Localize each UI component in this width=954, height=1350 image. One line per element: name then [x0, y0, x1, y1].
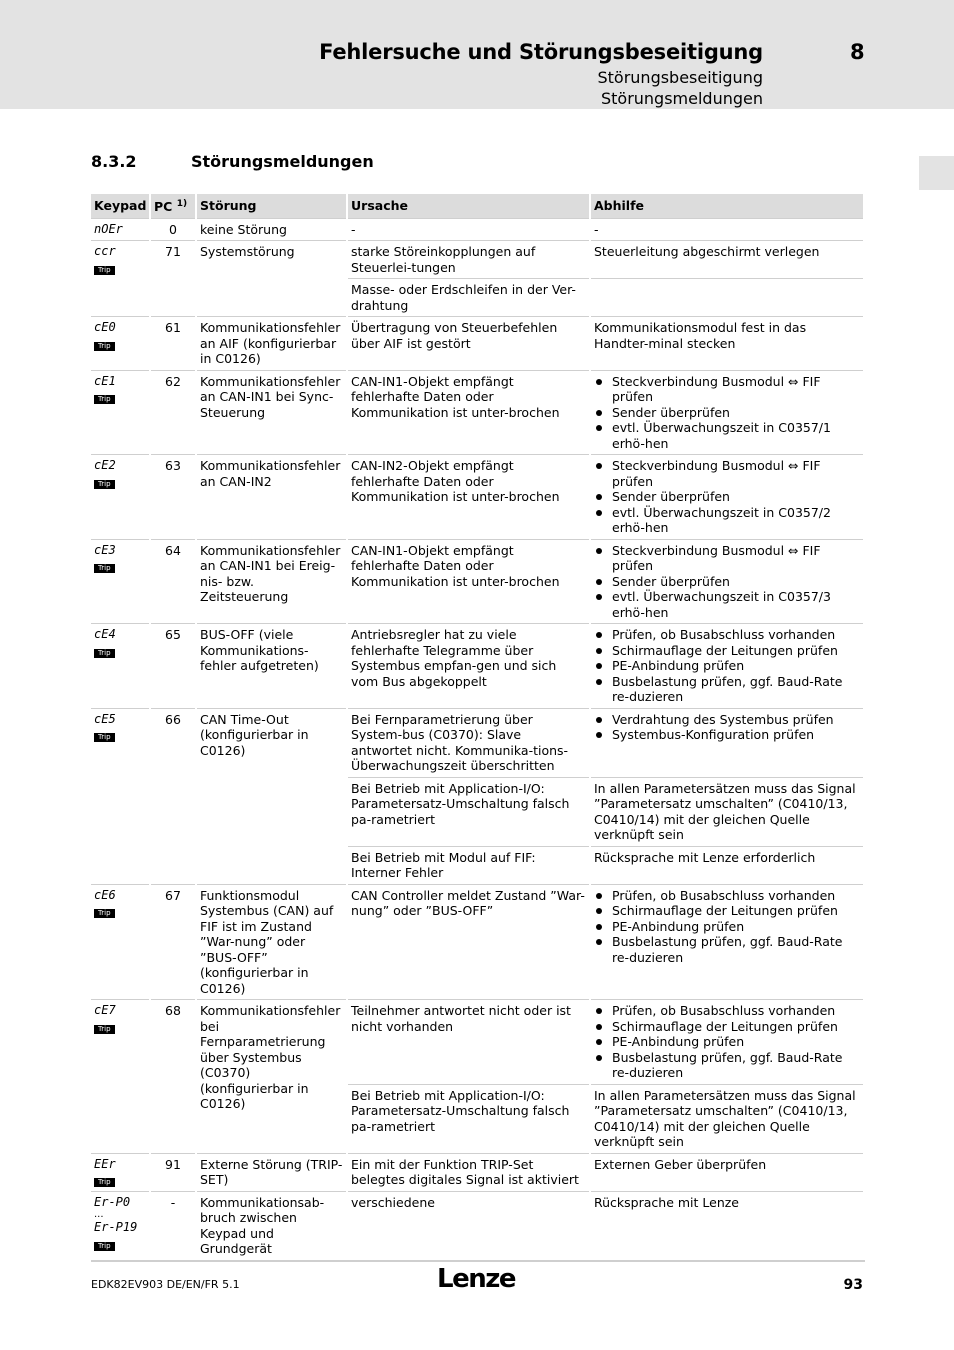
keypad-code: Er-P0 [94, 1194, 131, 1209]
trip-badge: Trip [94, 342, 115, 351]
remedy-text: Kommunikationsmodul fest in das Handter-minal stecken [594, 320, 807, 351]
cause-text: Bei Betrieb mit Application-I/O: Parametersatz-Umschaltung falsch pa-rametriert [351, 780, 570, 827]
cell-ursache [347, 455, 590, 540]
cell-abhilfe [590, 539, 864, 624]
cell-abhilfe [590, 1000, 864, 1085]
cell-ursache [347, 1191, 590, 1261]
pc-code: 63 [165, 458, 181, 474]
fault-text: Kommunikationsfehler an AIF (konfigurierbar in C0126) [200, 320, 341, 367]
trip-badge: Trip [94, 649, 115, 658]
pc-code: 0 [169, 221, 177, 237]
remedy-item: Sender überprüfen [594, 489, 860, 505]
cell-abhilfe [590, 1084, 864, 1153]
table-row [91, 1153, 864, 1191]
keypad-code: cE3 [94, 542, 116, 557]
pc-code: 91 [165, 1156, 181, 1172]
fault-text: Kommunikationsab-bruch zwischen Keypad und Grundgerät [200, 1194, 325, 1257]
col-header-keypad: Keypad [91, 194, 150, 218]
cell-pc [150, 241, 196, 317]
fault-text: BUS-OFF (viele Kommunikations-fehler aufgetreten) [200, 627, 319, 674]
remedy-list [594, 374, 860, 452]
cause-text: Ein mit der Funktion TRIP-Set belegtes digitales Signal ist aktiviert [351, 1156, 579, 1188]
cell-pc [150, 1000, 196, 1154]
cell-ursache [347, 279, 590, 317]
header-subtitle-2: Störungsmeldungen [600, 89, 763, 108]
cause-text: - [351, 221, 356, 237]
remedy-text: Externen Geber überprüfen [594, 1156, 767, 1172]
cell-abhilfe [590, 884, 864, 1000]
trip-badge: Trip [94, 564, 115, 573]
page-number: 93 [843, 1277, 863, 1293]
cell-ursache [347, 1084, 590, 1153]
keypad-code: cE0 [94, 320, 116, 335]
cell-ursache [347, 218, 590, 241]
fault-text: Kommunikationsfehler an CAN-IN1 bei Sync-Steuerung [200, 373, 341, 420]
cell-abhilfe [590, 241, 864, 279]
chapter-number: 8 [850, 40, 865, 64]
remedy-list [594, 458, 860, 536]
keypad-code: cE5 [94, 711, 116, 726]
table-row [91, 370, 864, 455]
cell-keypad [91, 455, 150, 540]
cell-stoerung [196, 539, 347, 624]
cause-text: CAN-IN2-Objekt empfängt fehlerhafte Daten oder Kommunikation ist unter-brochen [351, 458, 560, 505]
cause-text: Teilnehmer antwortet nicht oder ist nicht vorhanden [351, 1003, 571, 1034]
pc-code: 65 [165, 627, 181, 643]
remedy-list [594, 1003, 860, 1081]
cell-pc [150, 624, 196, 709]
remedy-item: Schirmauflage der Leitungen prüfen [594, 903, 860, 919]
fault-text: Kommunikationsfehler an CAN-IN1 bei Ereig-nis- bzw. Zeitsteuerung [200, 542, 341, 605]
cell-abhilfe [590, 1153, 864, 1191]
cell-keypad [91, 317, 150, 371]
remedy-item: Schirmauflage der Leitungen prüfen [594, 643, 860, 659]
remedy-item: Steckverbindung Busmodul ⇔ FIF prüfen [594, 374, 860, 405]
cell-stoerung [196, 218, 347, 241]
remedy-item: evtl. Überwachungszeit in C0357/2 erhö-hen [594, 505, 860, 536]
cell-ursache [347, 884, 590, 1000]
cell-keypad [91, 1191, 150, 1261]
cell-keypad [91, 539, 150, 624]
cause-text: starke Störeinkopplungen auf Steuerlei-tungen [351, 244, 536, 275]
cell-abhilfe [590, 777, 864, 846]
table-row [91, 317, 864, 371]
pc-code: 61 [165, 320, 181, 336]
cell-stoerung [196, 624, 347, 709]
keypad-code: cE4 [94, 627, 116, 642]
fault-text: Funktionsmodul Systembus (CAN) auf FIF ist im Zustand ”War-nung” oder ”BUS-OFF” (konfigurierbar in C0126) [200, 887, 334, 996]
remedy-item: evtl. Überwachungszeit in C0357/1 erhö-hen [594, 420, 860, 451]
remedy-item: PE-Anbindung prüfen [594, 919, 860, 935]
trip-badge: Trip [94, 1178, 115, 1187]
pc-code: 67 [165, 887, 181, 903]
cause-text: Masse- oder Erdschleifen in der Ver-drahtung [351, 282, 576, 313]
cell-keypad [91, 884, 150, 1000]
lenze-logo: Lenze [437, 1264, 515, 1294]
remedy-item: Sender überprüfen [594, 574, 860, 590]
cause-text: CAN-IN1-Objekt empfängt fehlerhafte Daten oder Kommunikation ist unter-brochen [351, 373, 560, 420]
keypad-code: cE6 [94, 887, 116, 902]
cell-keypad [91, 241, 150, 317]
cell-ursache [347, 370, 590, 455]
cell-pc [150, 218, 196, 241]
cell-ursache [347, 539, 590, 624]
keypad-code: cE7 [94, 1003, 116, 1018]
cell-ursache [347, 1000, 590, 1085]
fault-text: Externe Störung (TRIP-SET) [200, 1156, 343, 1188]
remedy-item: Sender überprüfen [594, 405, 860, 421]
header-subtitle-1: Störungsbeseitigung [597, 68, 763, 87]
cell-keypad [91, 1000, 150, 1154]
cell-abhilfe [590, 624, 864, 709]
keypad-code: nOEr [94, 221, 123, 236]
cell-stoerung [196, 708, 347, 884]
keypad-code: EEr [94, 1156, 116, 1171]
remedy-text: - [594, 221, 599, 237]
table-row [91, 1191, 864, 1261]
remedy-item: Systembus-Konfiguration prüfen [594, 727, 860, 743]
cause-text: CAN Controller meldet Zustand ”War-nung” oder ”BUS-OFF” [351, 887, 585, 919]
cell-keypad [91, 624, 150, 709]
remedy-text: In allen Parametersätzen muss das Signal ”Parametersatz umschalten” (C0410/13, C0410/14) mit der gleichen Quelle verknüpft sein [594, 1087, 856, 1150]
cause-text: Bei Betrieb mit Modul auf FIF: Interner Fehler [351, 849, 536, 881]
cell-abhilfe [590, 370, 864, 455]
pc-code: - [170, 1194, 176, 1210]
cell-ursache [347, 624, 590, 709]
remedy-item: evtl. Überwachungszeit in C0357/3 erhö-hen [594, 589, 860, 620]
table-row [91, 455, 864, 540]
cause-text: Übertragung von Steuerbefehlen über AIF ist gestört [351, 320, 558, 351]
pc-code: 64 [165, 542, 181, 558]
cell-keypad [91, 370, 150, 455]
cell-stoerung [196, 455, 347, 540]
trip-badge: Trip [94, 266, 115, 275]
cell-stoerung [196, 370, 347, 455]
remedy-text: Steuerleitung abgeschirmt verlegen [594, 244, 820, 260]
table-row [91, 539, 864, 624]
remedy-item: Busbelastung prüfen, ggf. Baud-Rate re-duzieren [594, 934, 860, 965]
keypad-code-range-dots: ... [94, 1209, 104, 1221]
cell-keypad [91, 218, 150, 241]
page-title: Fehlersuche und Störungsbeseitigung [319, 40, 763, 64]
cell-ursache [347, 846, 590, 884]
section-title: Störungsmeldungen [191, 152, 374, 171]
fault-text: CAN Time-Out (konfigurierbar in C0126) [200, 711, 309, 758]
cell-pc [150, 708, 196, 884]
col-header-abhilfe: Abhilfe [590, 194, 864, 218]
remedy-text: In allen Parametersätzen muss das Signal ”Parametersatz umschalten” (C0410/13, C0410/14) mit der gleichen Quelle verknüpft sein [594, 780, 856, 843]
cell-abhilfe [590, 455, 864, 540]
trip-badge: Trip [94, 1025, 115, 1034]
remedy-list [594, 888, 860, 966]
cell-abhilfe [590, 317, 864, 371]
cell-stoerung [196, 317, 347, 371]
fault-text: Kommunikationsfehler an CAN-IN2 [200, 458, 341, 489]
trip-badge: Trip [94, 395, 115, 404]
remedy-item: Schirmauflage der Leitungen prüfen [594, 1019, 860, 1035]
remedy-text: Rücksprache mit Lenze [594, 1194, 739, 1210]
col-header-stoerung: Störung [196, 194, 347, 218]
cell-stoerung [196, 884, 347, 1000]
table-row [91, 1000, 864, 1085]
col-header-ursache: Ursache [347, 194, 590, 218]
fault-text: keine Störung [200, 221, 287, 237]
remedy-item: PE-Anbindung prüfen [594, 1034, 860, 1050]
table-row [91, 241, 864, 279]
col-header-pc: PC $^{1)}$ [150, 194, 196, 218]
cell-stoerung [196, 1191, 347, 1261]
cell-ursache [347, 1153, 590, 1191]
cell-pc [150, 1191, 196, 1261]
cell-pc [150, 539, 196, 624]
pc-code: 71 [165, 244, 181, 260]
cell-pc [150, 370, 196, 455]
cell-pc [150, 884, 196, 1000]
cell-keypad [91, 1153, 150, 1191]
section-number: 8.3.2 [91, 152, 137, 171]
remedy-item: Steckverbindung Busmodul ⇔ FIF prüfen [594, 458, 860, 489]
cell-pc [150, 1153, 196, 1191]
cell-abhilfe [590, 708, 864, 777]
keypad-code: ccr [94, 244, 116, 259]
chapter-tab-marker [919, 156, 954, 190]
remedy-item: Prüfen, ob Busabschluss vorhanden [594, 888, 860, 904]
cell-ursache [347, 708, 590, 777]
cause-text: Bei Fernparametrierung über System-bus (C0370): Slave antwortet nicht. Kommunika-tions-Überwachungszeit überschritten [351, 711, 569, 774]
cause-text: CAN-IN1-Objekt empfängt fehlerhafte Daten oder Kommunikation ist unter-brochen [351, 542, 560, 589]
cell-stoerung [196, 1153, 347, 1191]
table-row [91, 708, 864, 777]
cell-stoerung [196, 241, 347, 317]
cell-stoerung [196, 1000, 347, 1154]
table-row [91, 884, 864, 1000]
fault-text: Systemstörung [200, 244, 295, 260]
trip-badge: Trip [94, 480, 115, 489]
remedy-item: Busbelastung prüfen, ggf. Baud-Rate re-duzieren [594, 674, 860, 705]
trip-badge: Trip [94, 1242, 115, 1251]
remedy-item: Prüfen, ob Busabschluss vorhanden [594, 627, 860, 643]
cell-abhilfe [590, 846, 864, 884]
keypad-code: cE2 [94, 458, 116, 473]
cell-keypad [91, 708, 150, 884]
cause-text: Antriebsregler hat zu viele fehlerhafte Telegramme über Systembus empfan-gen und sich vom Bus abgekoppelt [351, 627, 557, 689]
remedy-item: Busbelastung prüfen, ggf. Baud-Rate re-duzieren [594, 1050, 860, 1081]
cell-ursache [347, 317, 590, 371]
cell-abhilfe [590, 218, 864, 241]
keypad-code-end: Er-P19 [94, 1220, 138, 1235]
trip-badge: Trip [94, 733, 115, 742]
remedy-list [594, 627, 860, 705]
cause-text: verschiedene [351, 1194, 435, 1210]
remedy-item: PE-Anbindung prüfen [594, 658, 860, 674]
pc-code: 66 [165, 711, 181, 727]
table-row [91, 624, 864, 709]
pc-code: 62 [165, 373, 181, 389]
remedy-item: Prüfen, ob Busabschluss vorhanden [594, 1003, 860, 1019]
pc-code: 68 [165, 1003, 181, 1019]
trip-badge: Trip [94, 909, 115, 918]
error-messages-table [91, 194, 865, 1262]
table-row [91, 218, 864, 241]
remedy-item: Verdrahtung des Systembus prüfen [594, 712, 860, 728]
document-id: EDK82EV903 DE/EN/FR 5.1 [91, 1278, 240, 1291]
cell-ursache [347, 241, 590, 279]
cell-ursache [347, 777, 590, 846]
table-header-row [91, 194, 864, 218]
cell-pc [150, 317, 196, 371]
cell-abhilfe [590, 1191, 864, 1261]
cell-abhilfe [590, 279, 864, 317]
remedy-text: Rücksprache mit Lenze erforderlich [594, 849, 816, 865]
remedy-item: Steckverbindung Busmodul ⇔ FIF prüfen [594, 543, 860, 574]
cause-text: Bei Betrieb mit Application-I/O: Parametersatz-Umschaltung falsch pa-rametriert [351, 1087, 570, 1134]
remedy-list [594, 712, 860, 743]
fault-text: Kommunikationsfehler bei Fernparametrierung über Systembus (C0370) (konfigurierbar in C0126) [200, 1003, 341, 1112]
cell-pc [150, 455, 196, 540]
remedy-list [594, 543, 860, 621]
keypad-code: cE1 [94, 373, 116, 388]
